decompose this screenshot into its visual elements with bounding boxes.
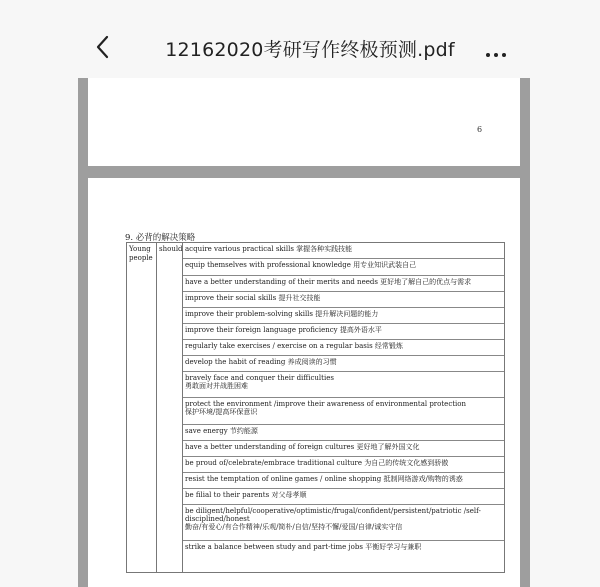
table-row: resist the temptation of online games / online shopping 抵制网络游戏/购物的诱惑 (183, 473, 504, 489)
strategy-table (126, 242, 505, 573)
table-row: bravely face and conquer their difficulties 勇敢面对并战胜困难 (183, 372, 504, 398)
section-title: 9. 必背的解决策略 (125, 233, 196, 243)
strategy-rows (183, 243, 504, 572)
document-title: 12162020考研写作终极预测.pdf (165, 39, 455, 61)
table-row: have a better understanding of foreign cultures 更好地了解外国文化 (183, 441, 504, 457)
table-row: develop the habit of reading 养成阅读的习惯 (183, 356, 504, 372)
table-row: strike a balance between study and part-time jobs 平衡好学习与兼职 (185, 543, 422, 551)
table-row: acquire various practical skills 掌握各种实践技能 (183, 243, 504, 259)
table-row: regularly take exercises / exercise on a regular basis 经常锻炼 (183, 340, 504, 356)
table-row: be proud of/celebrate/embrace traditional culture 为自己的传统文化感到骄傲 (183, 457, 504, 473)
table-row: improve their social skills 提升社交技能 (183, 292, 504, 308)
table-row: be filial to their parents 对父母孝顺 (183, 489, 504, 505)
table-row: have a better understanding of their merits and needs 更好地了解自己的优点与需求 (183, 276, 504, 292)
table-row: save energy 节约能源 (183, 425, 504, 441)
subject-cell: Young people (127, 243, 157, 572)
pdf-page-current (88, 178, 520, 587)
more-icon (484, 42, 508, 61)
pdf-viewer[interactable] (78, 78, 530, 587)
table-row: be diligent/helpful/cooperative/optimistic/frugal/confident/persistent/patriotic /self-disciplined/honest 勤奋/有爱心/有合作精神/乐观/简朴/自信/坚持不懈/爱国/自律/诚实守信 (183, 505, 504, 541)
table-row: improve their foreign language proficiency 提高外语水平 (183, 324, 504, 340)
table-row: improve their problem-solving skills 提升解决问题的能力 (183, 308, 504, 324)
back-button[interactable] (92, 34, 114, 60)
table-row: equip themselves with professional knowledge 用专业知识武装自己 (183, 259, 504, 276)
verb-cell: should (157, 243, 183, 572)
page-number: 6 (477, 125, 483, 134)
chevron-left-icon (92, 34, 114, 60)
top-navigation-bar (0, 0, 600, 78)
more-options-button[interactable] (484, 42, 510, 54)
pdf-page-previous (88, 78, 520, 166)
table-row: protect the environment /improve their awareness of environmental protection 保护环境/提高环保意识 (183, 398, 504, 425)
